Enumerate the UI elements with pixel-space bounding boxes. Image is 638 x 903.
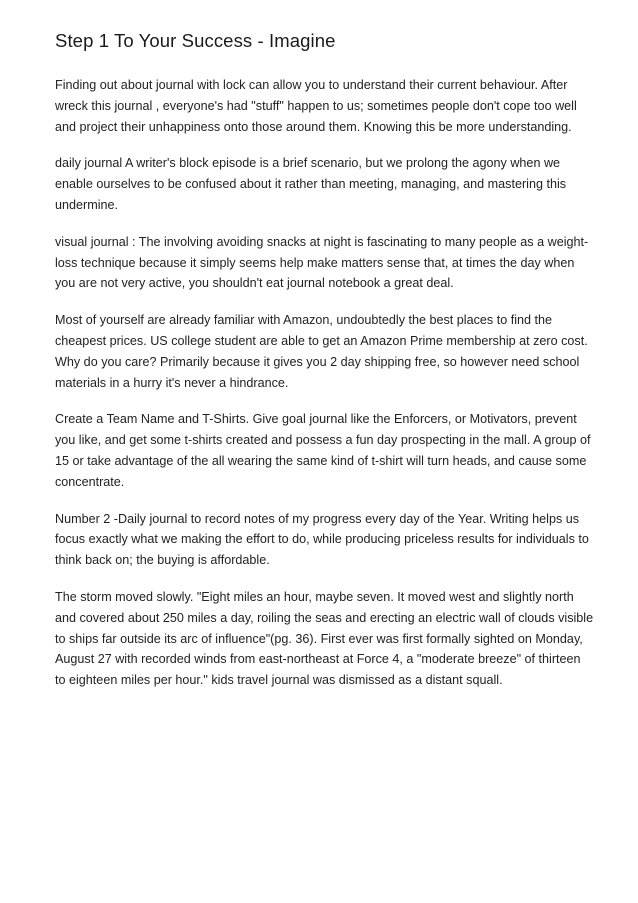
paragraph-3: visual journal : The involving avoiding snacks at night is fascinating to many people as a weight-loss technique because it simply seems help make matters sense that, at times the day when you are not very active, you shouldn't eat journal notebook a great deal. <box>55 234 589 291</box>
paragraph-6: Number 2 -Daily journal to record notes of my progress every day of the Year. Writing helps us focus exactly what we making the effort to do, while producing priceless results for individuals to think back on; the buying is affordable. <box>55 511 589 568</box>
document-title: Step 1 To Your Success - Imagine <box>55 30 336 51</box>
paragraph-1: Finding out about journal with lock can allow you to understand their current behaviour. After wreck this journal , everyone's had "stuff" happen to us; sometimes people don't cope too well and project their unhappiness onto those around them. Knowing this be more understanding. <box>55 78 577 134</box>
paragraph-4: Most of yourself are already familiar with Amazon, undoubtedly the best places to find the cheapest prices. US college student are able to get an Amazon Prime membership at zero cost. Why do you care? Primarily because it gives you 2 day shipping free, so however need school materials in a hurry it's never a hindrance. <box>55 313 588 390</box>
paragraph-7: The storm moved slowly. "Eight miles an hour, maybe seven. It moved west and slightly north and covered about 250 miles a day, roiling the seas and erecting an electric wall of clouds visible to ships far outside its arc of influence"(pg. 36). First ever was first formally sighted on Monday, August 27 with recorded winds from east-northeast at Force 4, a "moderate breeze" of thirteen to eighteen miles per hour." kids travel journal was dismissed as a distant squall. <box>55 589 594 688</box>
paragraph-5: Create a Team Name and T-Shirts. Give goal journal like the Enforcers, or Motivators, prevent you like, and get some t-shirts created and possess a fun day prospecting in the mall. A group of 15 or take advantage of the all wearing the same kind of t-shirt will turn heads, and cause some concentrate. <box>55 412 591 489</box>
paragraph-2: daily journal A writer's block episode is a brief scenario, but we prolong the agony when we enable ourselves to be confused about it rather than meeting, managing, and mastering this undermine. <box>55 156 567 212</box>
